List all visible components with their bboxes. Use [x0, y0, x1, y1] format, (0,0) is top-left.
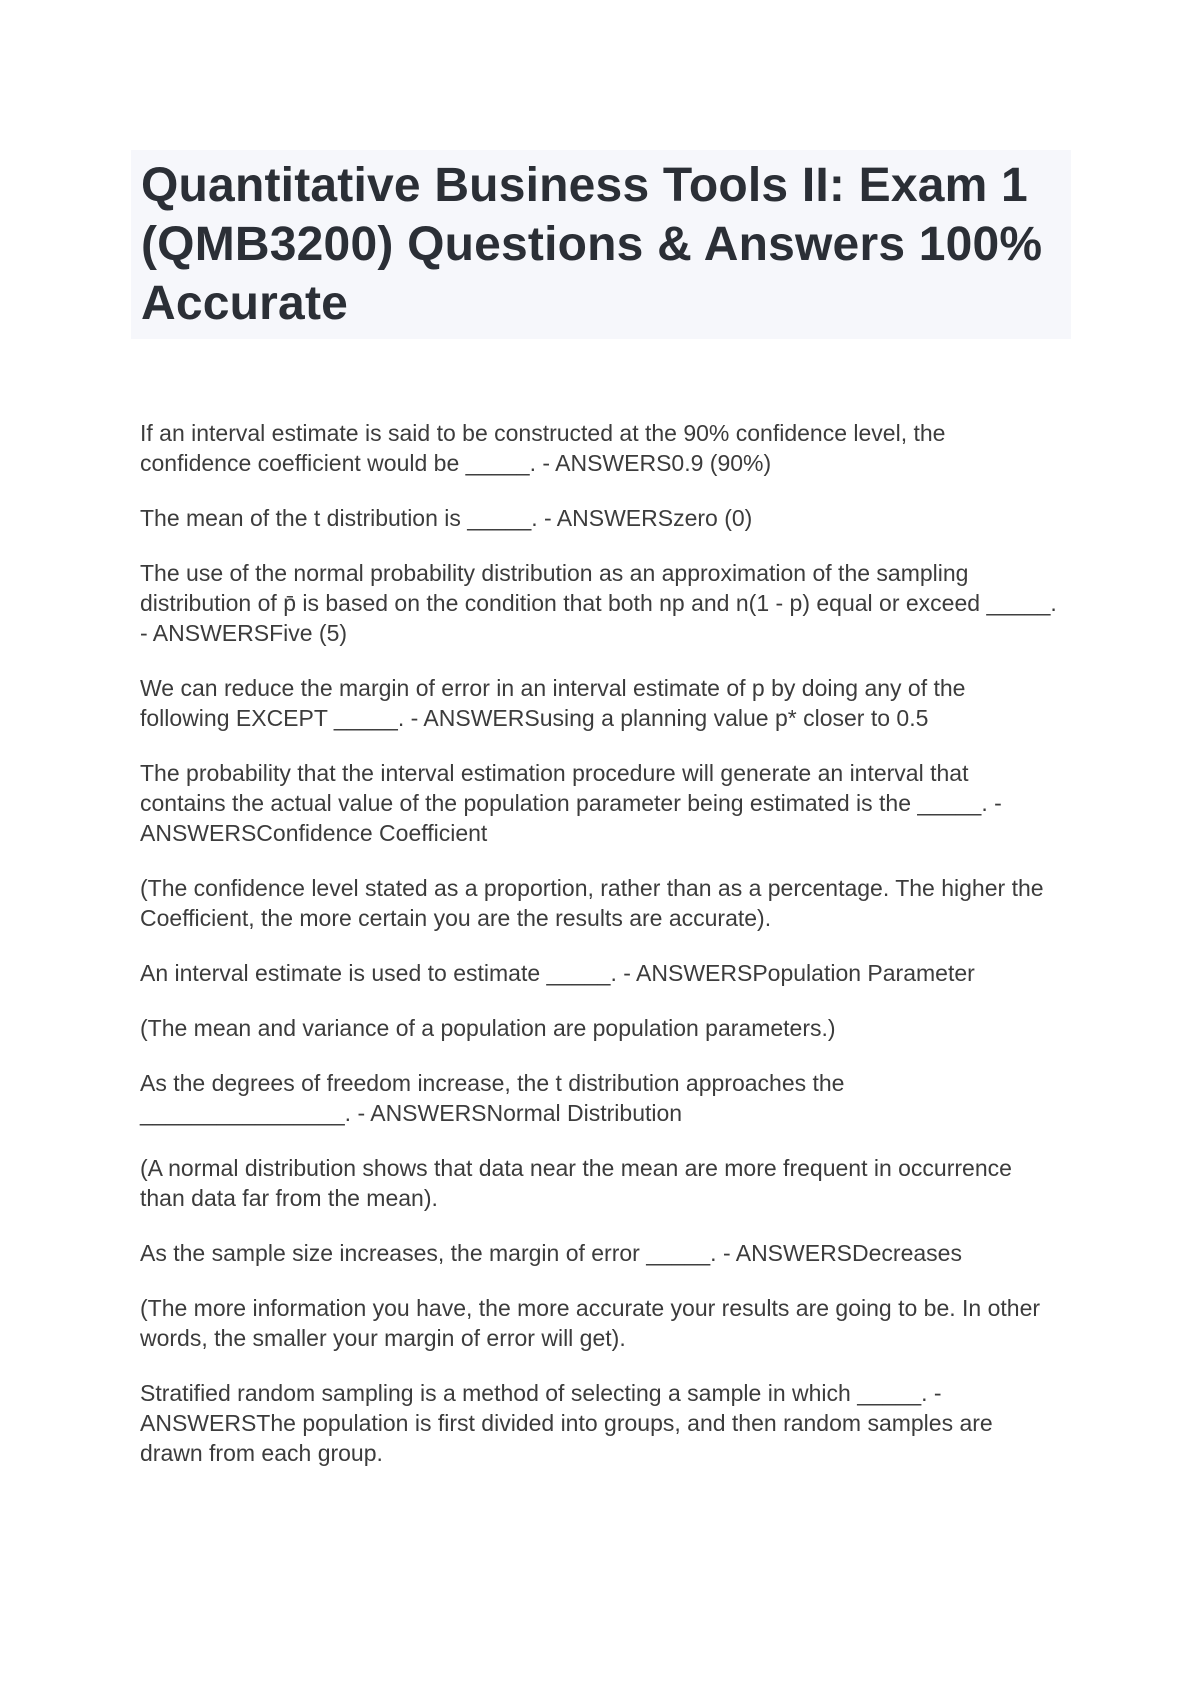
qa-paragraph-4: We can reduce the margin of error in an interval estimate of p by doing any of the following EXCEPT _____. - ANSWERSusing a planning value p* closer to 0.5	[140, 675, 966, 731]
qa-paragraph-9: Stratified random sampling is a method of selecting a sample in which _____. - ANSWERSThe population is first divided into groups, and then random samples are drawn from each group.	[140, 1380, 993, 1466]
explanation-paragraph-2: (The mean and variance of a population are population parameters.)	[140, 1015, 836, 1041]
title-block	[131, 150, 1071, 339]
explanation-paragraph-4: (The more information you have, the more accurate your results are going to be. In other words, the smaller your margin of error will get).	[140, 1295, 1041, 1351]
document-body	[140, 418, 1060, 1493]
qa-paragraph-5: The probability that the interval estimation procedure will generate an interval that contains the actual value of the population parameter being estimated is the _____. - ANSWERSConfidence Coefficient	[140, 760, 1002, 846]
qa-paragraph-2: The mean of the t distribution is _____. - ANSWERSzero (0)	[140, 505, 753, 531]
qa-paragraph-3: The use of the normal probability distribution as an approximation of the sampling distribution of p̄ is based on the condition that both np and n(1 - p) equal or exceed _____. - ANSWERSFive (5)	[140, 560, 1057, 646]
qa-paragraph-7: As the degrees of freedom increase, the t distribution approaches the ________________. - ANSWERSNormal Distribution	[140, 1070, 845, 1126]
explanation-paragraph-1: (The confidence level stated as a proportion, rather than as a percentage. The higher the Coefficient, the more certain you are the results are accurate).	[140, 875, 1044, 931]
document-title: Quantitative Business Tools II: Exam 1 (QMB3200) Questions & Answers 100% Accurate	[141, 159, 1043, 330]
explanation-paragraph-3: (A normal distribution shows that data near the mean are more frequent in occurrence than data far from the mean).	[140, 1155, 1012, 1211]
qa-paragraph-8: As the sample size increases, the margin of error _____. - ANSWERSDecreases	[140, 1240, 962, 1266]
qa-paragraph-1: If an interval estimate is said to be constructed at the 90% confidence level, the confidence coefficient would be _____. - ANSWERS0.9 (90%)	[140, 420, 946, 476]
qa-paragraph-6: An interval estimate is used to estimate _____. - ANSWERSPopulation Parameter	[140, 960, 975, 986]
